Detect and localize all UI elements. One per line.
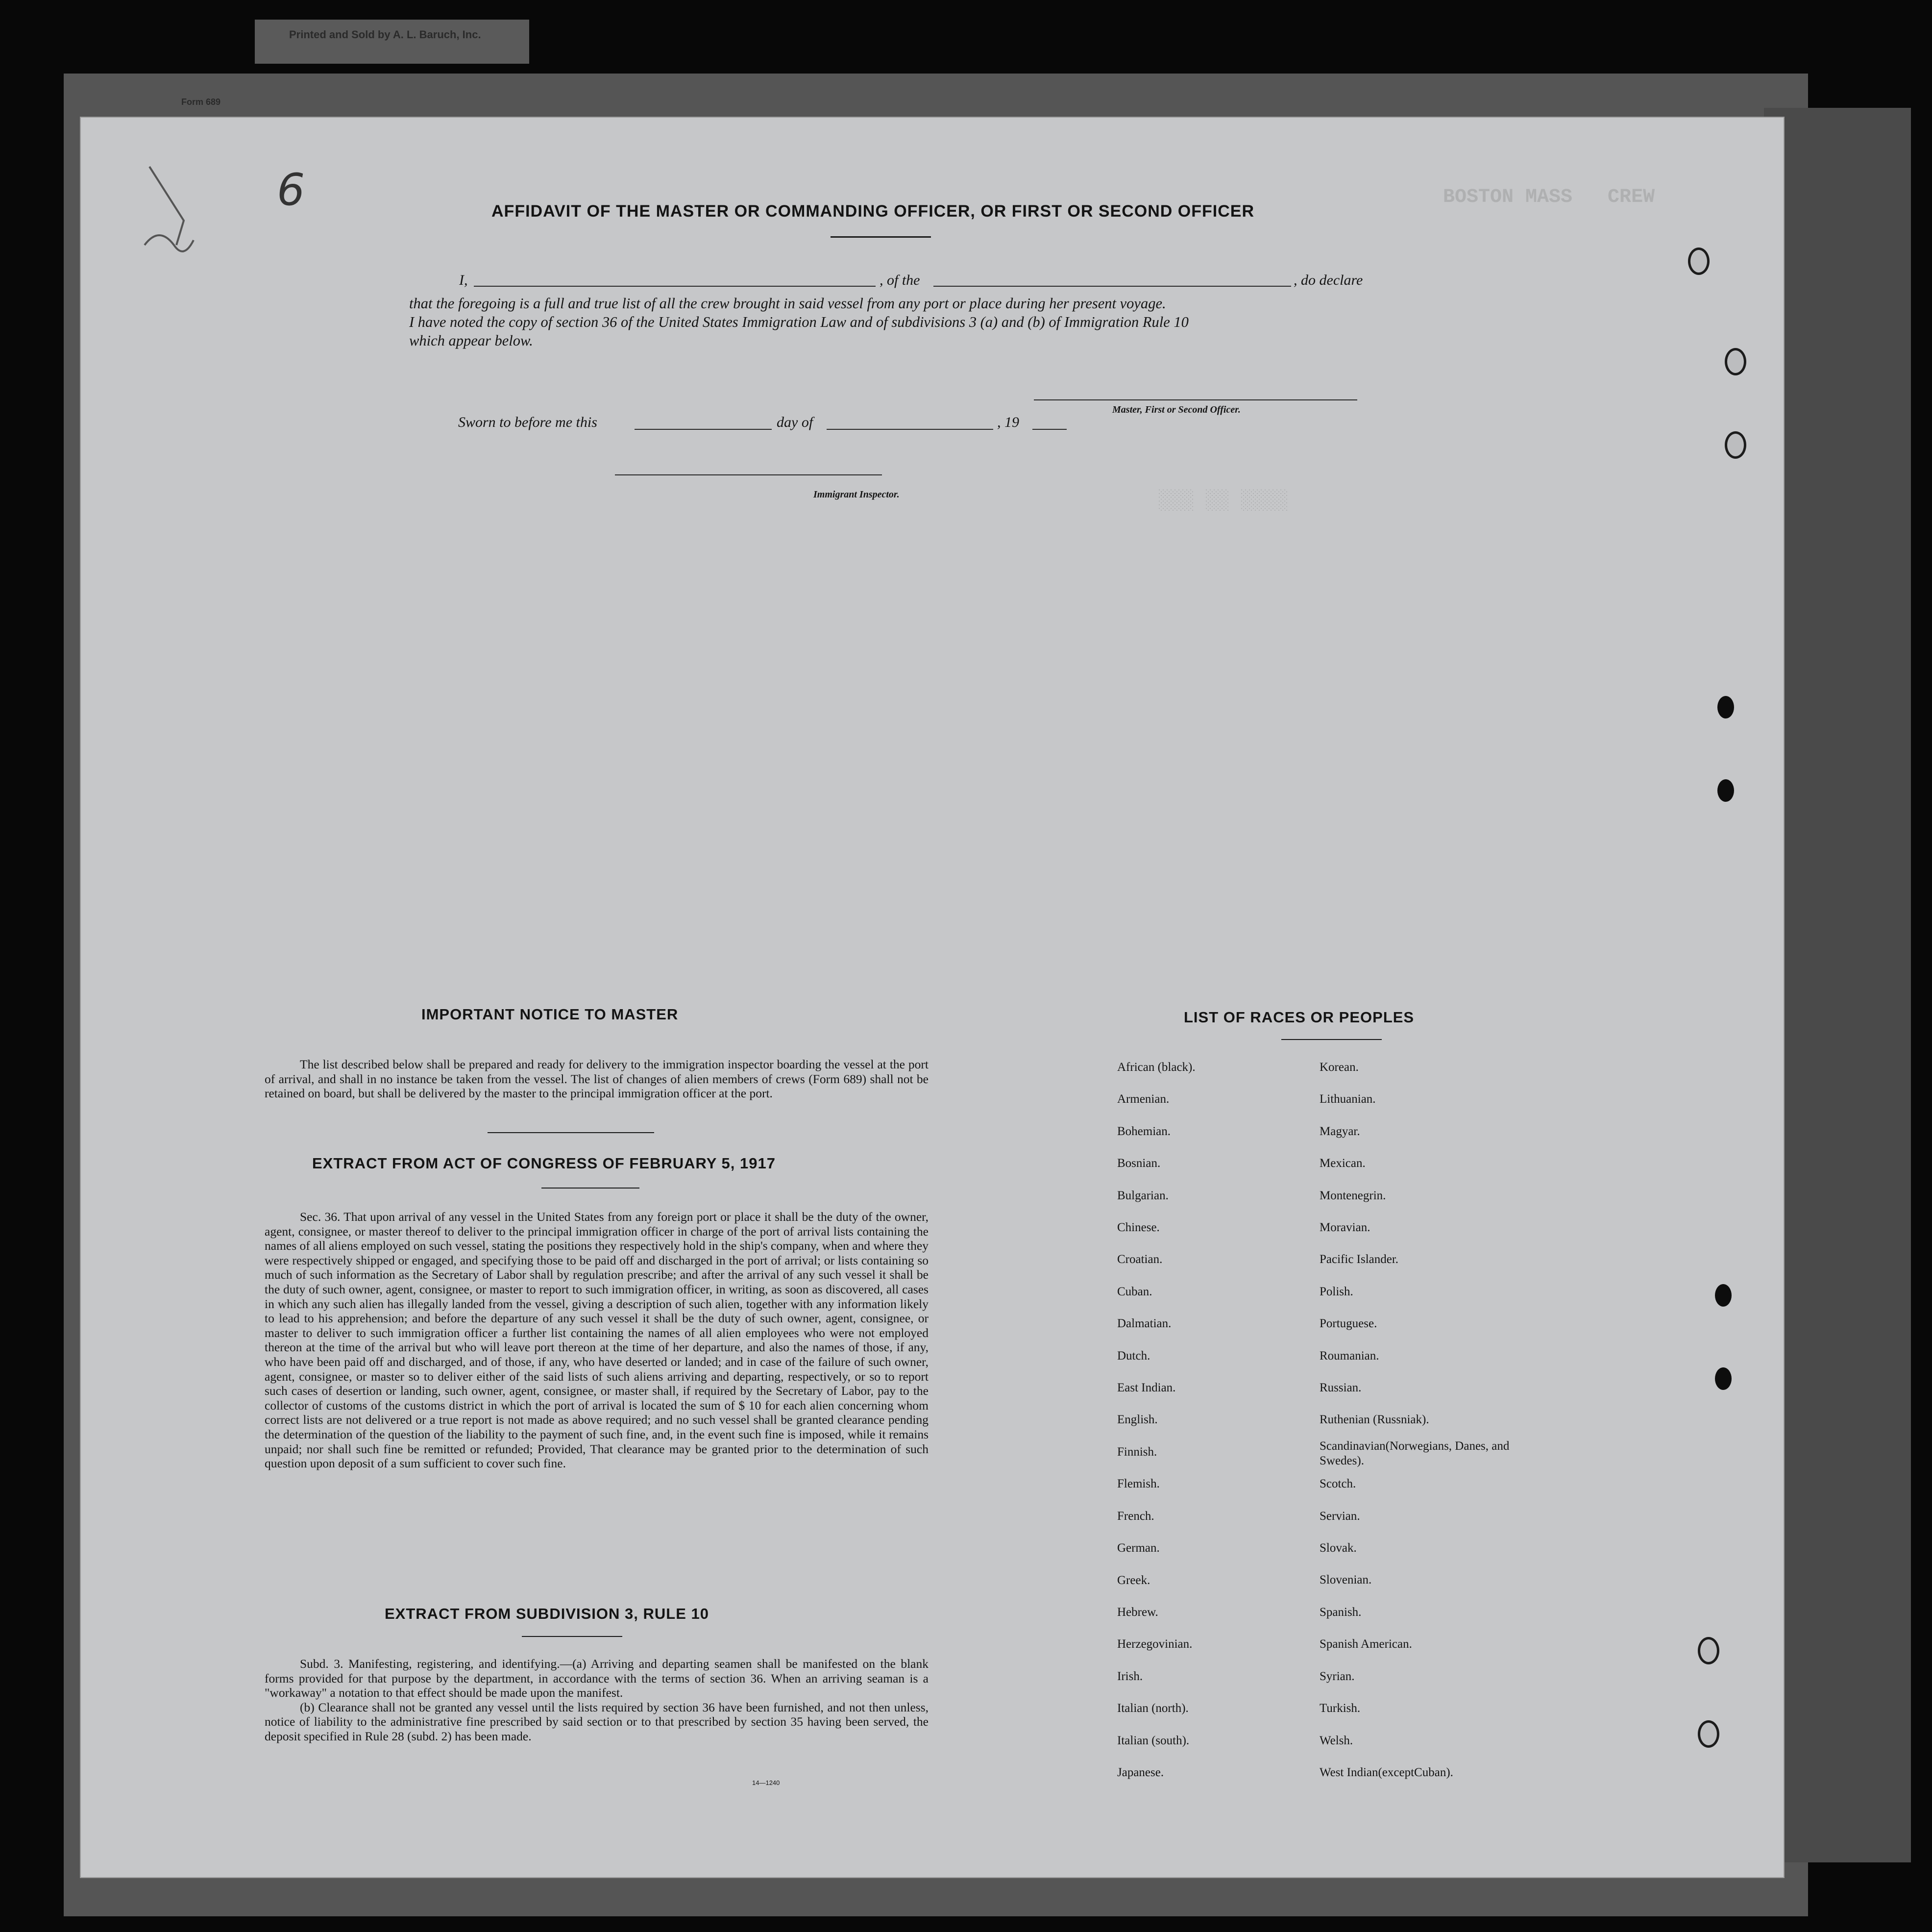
bleed-through-text: ░░░ ░░ ░░░░ — [1159, 490, 1289, 512]
inspector-caption: Immigrant Inspector. — [813, 489, 900, 500]
race-entry: Pacific Islander. — [1320, 1253, 1399, 1266]
race-entry: Hebrew. — [1117, 1605, 1158, 1619]
i-label: I, — [459, 272, 468, 288]
pencil-mark — [130, 147, 287, 294]
races-right-column — [1320, 1051, 1525, 1788]
notice-title: IMPORTANT NOTICE TO MASTER — [421, 1006, 679, 1023]
document-page — [81, 118, 1784, 1877]
binder-hole — [1688, 248, 1710, 275]
race-entry: Polish. — [1320, 1285, 1353, 1298]
race-entry: Irish. — [1117, 1669, 1143, 1683]
sworn-line — [458, 414, 1144, 439]
title-underline — [831, 236, 931, 238]
day-of-label: day of — [777, 414, 813, 430]
declaration-line-2: I have noted the copy of section 36 of the United States Immigration Law and of subdivisions 3 (a) and (b) of Immigration Rule 10 — [409, 314, 1189, 330]
back-sheet-edge — [1764, 108, 1911, 1862]
back-sheet-form-label: Form 689 — [181, 97, 221, 107]
sworn-day-field[interactable] — [635, 429, 772, 430]
act-title-underline — [541, 1188, 639, 1189]
sworn-year-field[interactable] — [1032, 429, 1067, 430]
rule-paragraph-a: Subd. 3. Manifesting, registering, and identifying.—(a) Arriving and departing seamen shall be manifested on the blank forms provided for that purpose by the department, in accordance with the terms of section 36. When an arriving seaman is a "workaway" a notation to that effect should be made upon the manifest. — [265, 1657, 929, 1700]
race-entry: African (black). — [1117, 1061, 1196, 1074]
races-left-column — [1117, 1051, 1196, 1788]
rule-paragraph-b: (b) Clearance shall not be granted any vessel until the lists required by section 36 have been furnished, and not then unless, notice of liability to the administrative fine prescribed by said section or to that prescribed by section 35 having been served, the deposit specified in Rule 28 (subd. 2) has been made. — [265, 1700, 929, 1743]
binder-hole — [1698, 1720, 1719, 1748]
race-entry: East Indian. — [1117, 1381, 1176, 1395]
race-entry: Magyar. — [1320, 1124, 1360, 1138]
declaration-line-3: which appear below. — [409, 332, 533, 349]
race-entry: Slovak. — [1320, 1541, 1357, 1555]
race-entry: Turkish. — [1320, 1702, 1361, 1715]
form-number: 14—1240 — [752, 1779, 780, 1786]
race-entry: Mexican. — [1320, 1157, 1366, 1170]
race-entry: Italian (south). — [1117, 1734, 1190, 1747]
race-entry: Moravian. — [1320, 1221, 1370, 1235]
vessel-name-field[interactable] — [933, 286, 1291, 287]
race-entry: Spanish American. — [1320, 1637, 1412, 1651]
races-title-underline — [1281, 1039, 1382, 1040]
race-entry: Chinese. — [1117, 1221, 1160, 1235]
binder-hole — [1717, 779, 1734, 802]
race-entry: Armenian. — [1117, 1092, 1170, 1106]
race-entry: Welsh. — [1320, 1734, 1353, 1747]
binder-hole — [1717, 696, 1734, 718]
race-entry: Flemish. — [1117, 1477, 1160, 1491]
race-entry: Greek. — [1117, 1573, 1150, 1587]
races-title: LIST OF RACES OR PEOPLES — [1184, 1009, 1415, 1026]
sworn-prefix: Sworn to before me this — [458, 414, 597, 430]
race-entry: Bohemian. — [1117, 1124, 1171, 1138]
of-the-label: , of the — [880, 272, 920, 288]
rule-text — [265, 1657, 929, 1743]
act-text: Sec. 36. That upon arrival of any vessel in the United States from any foreign port or place it shall be the duty of the owner, agent, consignee, or master thereof to deliver to the principal immigration officer in charge of the port of arrival lists containing the names of all aliens employed on such vessel, stating the positions they respectively hold in the ship's company, when and where they were respectively shipped or engaged, and specifying those to be paid off and discharged in the port of arrival; or lists containing so much of such information as the Secretary of Labor shall by regulation prescribe; and after the arrival of any such vessel it shall be the duty of such owner, agent, consignee, or master to report to such immigration officer, in writing, as soon as discovered, all cases in which any such alien has illegally landed from the vessel, giving a description of such alien, together with any information likely to lead to his apprehension; and before the departure of any such vessel it shall be the duty of such owner, agent, consignee, or master to deliver to such immigration officer a further list containing the names of all alien employees who were not employed thereon at the time of the arrival but who will leave port thereon at the time of her departure, and also the names of those, if any, who have been paid off and discharged, and of those, if any, who have deserted or landed; and in case of the failure of such owner, agent, consignee, or master so to deliver either of the said lists of such aliens arriving and departing, respectively, or so to report such cases of desertion or landing, such owner, agent, consignee, or master shall, if required by the Secretary of Labor, pay to the collector of customs of the customs district in which the port of arrival is located the sum of $ 10 for each alien concerning whom correct lists are not delivered or a true report is not made as above required; and no such vessel shall be granted clearance pending the determination of the question of the liability to the payment of such fine, and, in the event such fine is imposed, while it remains unpaid; nor shall such fine be remitted or refunded; Provided, That clearance may be granted prior to the determination of such question upon deposit of a sum sufficient to cover such fine. — [265, 1210, 929, 1471]
race-entry: Japanese. — [1117, 1765, 1164, 1779]
race-entry: Lithuanian. — [1320, 1092, 1376, 1106]
printer-imprint: Printed and Sold by A. L. Baruch, Inc. — [289, 28, 481, 41]
handwritten-page-number: 6 — [277, 164, 305, 216]
rule-title: EXTRACT FROM SUBDIVISION 3, RULE 10 — [385, 1605, 709, 1622]
binder-hole — [1698, 1637, 1719, 1664]
race-entry: Herzegovinian. — [1117, 1637, 1193, 1651]
sworn-month-field[interactable] — [827, 429, 993, 430]
back-sheet-top-slip — [255, 20, 529, 64]
rule-title-underline — [522, 1636, 622, 1637]
race-entry: Bulgarian. — [1117, 1189, 1169, 1202]
bleed-through-text: BOSTON MASS CREW — [1443, 186, 1655, 208]
master-signature-field[interactable] — [1034, 399, 1357, 400]
declaration-line-1: that the foregoing is a full and true list of all the crew brought in said vessel from any port or place during her present voyage. — [409, 295, 1166, 312]
binder-hole — [1725, 348, 1746, 375]
race-entry: Russian. — [1320, 1381, 1362, 1395]
section-divider — [488, 1132, 654, 1133]
race-entry: Korean. — [1320, 1061, 1359, 1074]
race-entry: Dutch. — [1117, 1349, 1150, 1362]
master-signature-caption: Master, First or Second Officer. — [1112, 404, 1241, 415]
binder-hole — [1715, 1367, 1732, 1390]
race-entry: Roumanian. — [1320, 1349, 1379, 1362]
race-entry: Italian (north). — [1117, 1702, 1189, 1715]
race-entry: Scandinavian(Norwegians, Danes, and Swedes). — [1320, 1439, 1510, 1467]
race-entry: French. — [1117, 1509, 1154, 1523]
race-entry: Syrian. — [1320, 1669, 1355, 1683]
race-entry: Ruthenian (Russniak). — [1320, 1413, 1429, 1427]
do-declare-label: , do declare — [1294, 272, 1363, 288]
race-entry: Croatian. — [1117, 1253, 1163, 1266]
race-entry: Dalmatian. — [1117, 1317, 1172, 1331]
race-entry: Slovenian. — [1320, 1573, 1372, 1587]
race-entry: West Indian(exceptCuban). — [1320, 1765, 1453, 1779]
act-title: EXTRACT FROM ACT OF CONGRESS OF FEBRUARY 5, 1917 — [312, 1155, 776, 1172]
affidavit-title: AFFIDAVIT OF THE MASTER OR COMMANDING OFFICER, OR FIRST OR SECOND OFFICER — [491, 202, 1254, 221]
year-label: , 19 — [997, 414, 1019, 430]
binder-hole — [1725, 431, 1746, 459]
binder-hole — [1715, 1284, 1732, 1307]
race-entry: Montenegrin. — [1320, 1189, 1386, 1202]
race-entry: Finnish. — [1117, 1445, 1157, 1459]
race-entry: Scotch. — [1320, 1477, 1356, 1491]
race-entry: Servian. — [1320, 1509, 1360, 1523]
race-entry: Cuban. — [1117, 1285, 1152, 1298]
inspector-signature-field[interactable] — [615, 474, 882, 475]
race-entry: Portuguese. — [1320, 1317, 1377, 1331]
race-entry: English. — [1117, 1413, 1158, 1427]
race-entry: German. — [1117, 1541, 1160, 1555]
race-entry: Spanish. — [1320, 1605, 1362, 1619]
notice-text: The list described below shall be prepared and ready for delivery to the immigration inspector boarding the vessel at the port of arrival, and shall in no instance be taken from the vessel. The list of changes of alien members of crews (Form 689) shall not be retained on board, but shall be delivered by the master to the principal immigration officer at the port. — [265, 1057, 929, 1100]
master-name-field[interactable] — [474, 286, 876, 287]
race-entry: Bosnian. — [1117, 1157, 1161, 1170]
